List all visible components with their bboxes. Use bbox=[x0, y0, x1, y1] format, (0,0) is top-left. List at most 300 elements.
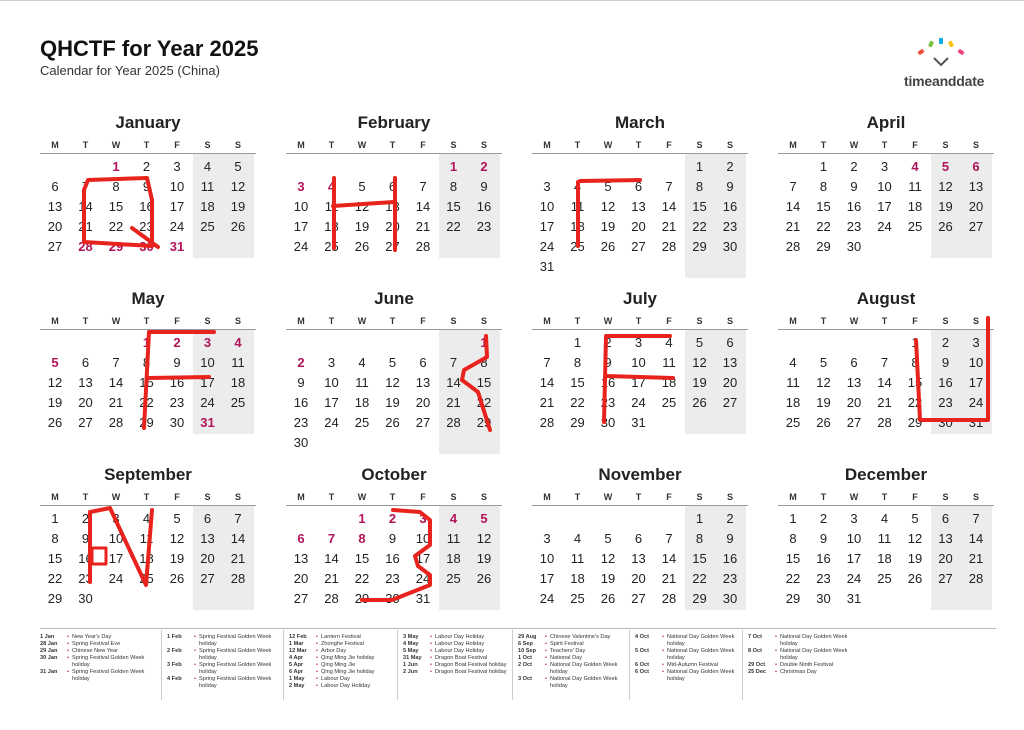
holiday-bullet-icon: • bbox=[430, 634, 432, 640]
holiday-column-divider bbox=[397, 630, 398, 700]
day-cell: 31 bbox=[968, 415, 984, 430]
day-cell: 22 bbox=[108, 219, 124, 234]
day-cell: 17 bbox=[968, 375, 984, 390]
holiday-bullet-icon: • bbox=[316, 634, 318, 640]
timeanddate-logo[interactable] bbox=[900, 38, 1000, 94]
day-cell: 29 bbox=[47, 591, 63, 606]
day-cell: 17 bbox=[539, 571, 555, 586]
day-cell: 17 bbox=[631, 375, 646, 390]
holiday-name: Spring Festival Golden Week holiday bbox=[199, 662, 272, 675]
day-cell: 15 bbox=[907, 375, 923, 390]
day-cell: 9 bbox=[819, 531, 828, 546]
holiday-date: 30 Jan bbox=[40, 655, 58, 661]
day-cell: 8 bbox=[695, 531, 704, 546]
holiday-date: 12 Feb bbox=[289, 634, 307, 640]
weekday-header: T bbox=[82, 140, 89, 150]
holiday-date: 12 Mar bbox=[289, 648, 307, 654]
holiday-name: Qing Ming Jie holiday bbox=[321, 669, 375, 675]
day-cell: 10 bbox=[539, 551, 555, 566]
day-cell: 23 bbox=[78, 571, 93, 586]
holiday-bullet-icon: • bbox=[316, 648, 318, 654]
day-cell: 22 bbox=[47, 571, 63, 586]
weekday-divider bbox=[778, 505, 994, 506]
holiday-bullet-icon: • bbox=[662, 662, 664, 668]
weekday-divider bbox=[532, 153, 748, 154]
day-cell: 12 bbox=[938, 179, 953, 194]
day-cell: 13 bbox=[631, 199, 646, 214]
day-cell: 1 bbox=[480, 335, 488, 350]
day-cell: 18 bbox=[354, 395, 370, 410]
day-cell: 20 bbox=[846, 395, 862, 410]
day-cell: 29 bbox=[139, 415, 154, 430]
holiday-bullet-icon: • bbox=[316, 676, 318, 682]
day-cell: 20 bbox=[78, 395, 93, 410]
day-cell: 22 bbox=[816, 219, 831, 234]
day-cell: 21 bbox=[661, 219, 677, 234]
day-cell: 8 bbox=[480, 355, 488, 370]
day-cell: 2 bbox=[388, 511, 397, 526]
day-cell: 7 bbox=[543, 355, 551, 370]
weekday-header: S bbox=[696, 316, 703, 326]
day-cell: 20 bbox=[200, 551, 215, 566]
weekday-divider bbox=[286, 329, 502, 330]
day-cell: 16 bbox=[846, 199, 862, 214]
day-cell: 9 bbox=[604, 355, 612, 370]
day-cell: 15 bbox=[692, 551, 707, 566]
day-cell: 18 bbox=[785, 395, 801, 410]
day-cell: 17 bbox=[846, 551, 862, 566]
day-cell: 29 bbox=[476, 415, 492, 430]
day-cell: 16 bbox=[385, 551, 400, 566]
holiday-name: Double Ninth Festival bbox=[780, 662, 834, 668]
holiday-date: 6 Apr bbox=[289, 669, 304, 675]
day-cell: 22 bbox=[570, 395, 585, 410]
day-cell: 15 bbox=[446, 199, 461, 214]
day-cell: 1 bbox=[51, 511, 59, 526]
holiday-name: Spring Festival Golden Week holiday bbox=[199, 676, 272, 689]
day-cell: 2 bbox=[81, 511, 90, 526]
day-cell: 19 bbox=[907, 551, 923, 566]
month-name: February bbox=[357, 113, 431, 132]
holiday-entry bbox=[40, 655, 155, 669]
holiday-date: 8 Oct bbox=[748, 648, 762, 654]
day-cell: 14 bbox=[539, 375, 555, 390]
holiday-date: 5 Apr bbox=[289, 662, 304, 668]
weekday-header: M bbox=[789, 492, 797, 502]
day-cell: 23 bbox=[816, 571, 831, 586]
day-cell: 15 bbox=[354, 551, 370, 566]
weekday-divider bbox=[40, 505, 256, 506]
weekday-header: T bbox=[143, 492, 150, 502]
day-cell: 15 bbox=[139, 375, 154, 390]
day-cell: 18 bbox=[139, 551, 154, 566]
day-cell: 19 bbox=[600, 219, 616, 234]
page-subtitle: Calendar for Year 2025 (China) bbox=[40, 63, 220, 78]
holiday-bullet-icon: • bbox=[775, 669, 777, 675]
holiday-date: 6 Oct bbox=[635, 662, 649, 668]
day-cell: 29 bbox=[907, 415, 923, 430]
weekday-header: M bbox=[789, 140, 797, 150]
day-cell: 26 bbox=[169, 571, 185, 586]
weekday-header: W bbox=[357, 316, 367, 326]
month-may bbox=[40, 289, 256, 459]
day-cell: 13 bbox=[722, 355, 738, 370]
day-cell: 3 bbox=[543, 531, 551, 546]
day-cell: 17 bbox=[108, 551, 124, 566]
holiday-entry bbox=[635, 669, 750, 683]
day-cell: 3 bbox=[634, 335, 643, 350]
day-cell: 7 bbox=[665, 179, 673, 194]
day-cell: 26 bbox=[816, 415, 831, 430]
holiday-date: 3 May bbox=[403, 634, 419, 640]
day-cell: 7 bbox=[81, 179, 90, 194]
day-cell: 18 bbox=[570, 571, 585, 586]
holiday-entry bbox=[289, 669, 404, 676]
day-cell: 24 bbox=[539, 591, 555, 606]
holiday-name: Spring Festival Golden Week holiday bbox=[72, 655, 145, 668]
day-cell: 5 bbox=[173, 511, 181, 526]
day-cell: 28 bbox=[877, 415, 892, 430]
day-cell: 9 bbox=[81, 531, 90, 546]
day-cell: 24 bbox=[293, 239, 309, 254]
weekday-header: W bbox=[849, 140, 859, 150]
holiday-name: Spring Festival Golden Week holiday bbox=[199, 648, 272, 661]
holiday-column bbox=[518, 634, 633, 690]
day-cell: 23 bbox=[938, 395, 953, 410]
holiday-entry bbox=[167, 662, 282, 676]
day-cell: 4 bbox=[880, 511, 889, 526]
day-cell: 13 bbox=[938, 531, 953, 546]
holiday-entry bbox=[518, 641, 633, 648]
day-cell: 31 bbox=[846, 591, 862, 606]
day-cell: 1 bbox=[358, 511, 366, 526]
month-december bbox=[778, 465, 994, 635]
weekday-header: S bbox=[234, 316, 241, 326]
weekday-header: T bbox=[574, 316, 581, 326]
day-cell: 20 bbox=[938, 551, 953, 566]
page-title: QHCTF for Year 2025 bbox=[40, 36, 259, 61]
day-cell: 6 bbox=[297, 531, 305, 546]
month-september bbox=[40, 465, 256, 635]
day-cell: 13 bbox=[968, 179, 984, 194]
holiday-bullet-icon: • bbox=[316, 683, 318, 689]
holiday-name: National Day bbox=[550, 655, 583, 661]
holiday-name: Dragon Boat Festival holiday bbox=[435, 662, 507, 668]
holiday-name: Spring Festival Golden Week holiday bbox=[199, 634, 272, 647]
day-cell: 24 bbox=[169, 219, 185, 234]
holiday-entry bbox=[635, 648, 750, 662]
weekday-header: T bbox=[820, 140, 827, 150]
weekday-header: T bbox=[328, 140, 335, 150]
month-june bbox=[286, 289, 502, 459]
holiday-entry bbox=[289, 648, 404, 655]
holiday-name: Spirit Festival bbox=[550, 641, 584, 647]
holiday-date: 1 Jan bbox=[40, 634, 55, 640]
day-cell: 26 bbox=[385, 415, 400, 430]
holiday-date: 3 Oct bbox=[518, 676, 532, 682]
weekday-header: S bbox=[726, 316, 733, 326]
day-cell: 5 bbox=[358, 179, 366, 194]
day-cell: 7 bbox=[327, 531, 336, 546]
holiday-column bbox=[403, 634, 518, 676]
holiday-bullet-icon: • bbox=[316, 669, 318, 675]
day-cell: 11 bbox=[446, 531, 461, 546]
day-cell: 30 bbox=[385, 591, 400, 606]
day-cell: 29 bbox=[692, 239, 707, 254]
weekday-header: M bbox=[543, 316, 551, 326]
day-cell: 17 bbox=[539, 219, 555, 234]
day-cell: 24 bbox=[968, 395, 984, 410]
day-cell: 30 bbox=[722, 591, 738, 606]
day-cell: 9 bbox=[726, 531, 734, 546]
day-cell: 25 bbox=[354, 415, 370, 430]
day-cell: 13 bbox=[415, 375, 431, 390]
day-cell: 4 bbox=[789, 355, 797, 370]
day-cell: 11 bbox=[200, 179, 215, 194]
day-cell: 14 bbox=[877, 375, 892, 390]
weekday-header: F bbox=[912, 492, 918, 502]
day-cell: 30 bbox=[293, 435, 309, 450]
day-cell: 21 bbox=[230, 551, 246, 566]
day-cell: 4 bbox=[142, 511, 151, 526]
day-cell: 10 bbox=[877, 179, 892, 194]
weekday-header: S bbox=[726, 140, 733, 150]
holiday-name: National Day Golden Week holiday bbox=[780, 634, 848, 647]
day-cell: 23 bbox=[722, 571, 738, 586]
day-cell: 7 bbox=[665, 531, 673, 546]
day-cell: 11 bbox=[324, 199, 339, 214]
day-cell: 28 bbox=[230, 571, 246, 586]
day-cell: 10 bbox=[415, 531, 431, 546]
day-cell: 10 bbox=[293, 199, 309, 214]
month-name: September bbox=[104, 465, 192, 484]
day-cell: 22 bbox=[692, 571, 707, 586]
weekday-header: T bbox=[389, 492, 396, 502]
holiday-bullet-icon: • bbox=[67, 634, 69, 640]
day-cell: 26 bbox=[938, 219, 953, 234]
weekday-header: T bbox=[881, 316, 888, 326]
weekday-header: S bbox=[942, 492, 949, 502]
day-cell: 31 bbox=[539, 259, 555, 274]
weekday-header: F bbox=[420, 140, 426, 150]
holiday-bullet-icon: • bbox=[67, 648, 69, 654]
day-cell: 19 bbox=[385, 395, 400, 410]
holiday-date: 5 Oct bbox=[635, 648, 649, 654]
day-cell: 3 bbox=[543, 179, 551, 194]
day-cell: 3 bbox=[880, 159, 889, 174]
day-cell: 20 bbox=[293, 571, 309, 586]
holiday-name: Arbor Day bbox=[321, 648, 347, 654]
day-cell: 21 bbox=[661, 571, 677, 586]
holiday-bullet-icon: • bbox=[545, 662, 547, 668]
holiday-entry bbox=[289, 655, 404, 662]
holiday-entry bbox=[403, 662, 518, 669]
holiday-date: 4 Oct bbox=[635, 634, 649, 640]
day-cell: 29 bbox=[108, 239, 124, 254]
day-cell: 26 bbox=[354, 239, 370, 254]
day-cell: 28 bbox=[78, 239, 93, 254]
day-cell: 25 bbox=[570, 239, 585, 254]
holiday-bullet-icon: • bbox=[545, 648, 547, 654]
day-cell: 31 bbox=[200, 415, 215, 430]
weekday-header: S bbox=[204, 316, 211, 326]
day-cell: 20 bbox=[415, 395, 431, 410]
day-cell: 30 bbox=[722, 239, 738, 254]
day-cell: 24 bbox=[539, 239, 555, 254]
day-cell: 1 bbox=[695, 511, 704, 526]
day-cell: 22 bbox=[476, 395, 492, 410]
weekday-header: S bbox=[972, 316, 979, 326]
month-name: October bbox=[361, 465, 427, 484]
day-cell: 21 bbox=[108, 395, 124, 410]
day-cell: 18 bbox=[570, 219, 585, 234]
day-cell: 2 bbox=[480, 159, 488, 174]
holiday-name: Spring Festival Golden Week holiday bbox=[72, 669, 145, 682]
weekday-header: T bbox=[820, 316, 827, 326]
holiday-column-divider bbox=[283, 630, 284, 700]
holiday-name: Labour Day Holiday bbox=[435, 634, 485, 640]
holiday-entry bbox=[40, 634, 155, 641]
day-cell: 25 bbox=[446, 571, 461, 586]
weekday-header: S bbox=[480, 316, 487, 326]
weekday-header: F bbox=[666, 492, 672, 502]
holiday-bullet-icon: • bbox=[545, 641, 547, 647]
month-name: December bbox=[844, 465, 928, 484]
weekday-header: S bbox=[696, 492, 703, 502]
holiday-column bbox=[289, 634, 404, 690]
holiday-bullet-icon: • bbox=[316, 655, 318, 661]
day-cell: 11 bbox=[570, 199, 585, 214]
day-cell: 15 bbox=[108, 199, 124, 214]
day-cell: 27 bbox=[631, 239, 646, 254]
holiday-entry bbox=[40, 648, 155, 655]
holiday-entry bbox=[518, 655, 633, 662]
day-cell: 25 bbox=[230, 395, 246, 410]
holiday-column-divider bbox=[512, 630, 513, 700]
weekday-divider bbox=[286, 153, 502, 154]
holiday-column-divider bbox=[629, 630, 630, 700]
holiday-entry bbox=[518, 662, 633, 676]
day-cell: 20 bbox=[631, 219, 646, 234]
day-cell: 12 bbox=[476, 531, 492, 546]
month-name: June bbox=[374, 289, 414, 308]
day-cell: 9 bbox=[142, 179, 151, 194]
day-cell: 2 bbox=[142, 159, 151, 174]
weekday-header: F bbox=[912, 316, 918, 326]
day-cell: 22 bbox=[139, 395, 154, 410]
holiday-column bbox=[748, 634, 863, 676]
weekday-header: F bbox=[174, 316, 180, 326]
holiday-date: 4 May bbox=[403, 641, 419, 647]
holiday-entry bbox=[748, 669, 863, 676]
day-cell: 5 bbox=[604, 179, 612, 194]
holiday-name: National Day Golden Week holiday bbox=[550, 676, 618, 689]
day-cell: 26 bbox=[600, 591, 616, 606]
weekday-header: F bbox=[174, 492, 180, 502]
day-cell: 28 bbox=[785, 239, 801, 254]
weekday-divider bbox=[778, 329, 994, 330]
weekday-header: T bbox=[328, 316, 335, 326]
weekday-header: W bbox=[111, 140, 121, 150]
holiday-date: 3 Feb bbox=[167, 662, 182, 668]
weekday-header: T bbox=[143, 316, 150, 326]
holiday-column bbox=[40, 634, 155, 683]
day-cell: 27 bbox=[47, 239, 63, 254]
holiday-date: 4 Feb bbox=[167, 676, 182, 682]
top-border bbox=[0, 0, 1024, 1]
day-cell: 26 bbox=[476, 571, 492, 586]
weekday-header: F bbox=[420, 492, 426, 502]
day-cell: 21 bbox=[539, 395, 555, 410]
day-cell: 16 bbox=[139, 199, 154, 214]
day-cell: 22 bbox=[907, 395, 923, 410]
holiday-entry bbox=[518, 676, 633, 690]
day-cell: 12 bbox=[385, 375, 400, 390]
holiday-entry bbox=[167, 648, 282, 662]
day-cell: 17 bbox=[324, 395, 339, 410]
day-cell: 24 bbox=[200, 395, 215, 410]
footer-divider bbox=[40, 628, 996, 629]
day-cell: 27 bbox=[968, 219, 984, 234]
holiday-bullet-icon: • bbox=[430, 648, 432, 654]
holiday-bullet-icon: • bbox=[316, 662, 318, 668]
day-cell: 11 bbox=[877, 531, 892, 546]
holiday-bullet-icon: • bbox=[430, 641, 432, 647]
holiday-bullet-icon: • bbox=[430, 669, 432, 675]
weekday-header: T bbox=[389, 140, 396, 150]
holiday-date: 2 Oct bbox=[518, 662, 532, 668]
day-cell: 30 bbox=[78, 591, 93, 606]
day-cell: 11 bbox=[355, 375, 369, 390]
holiday-column-divider bbox=[161, 630, 162, 700]
day-cell: 5 bbox=[51, 355, 59, 370]
day-cell: 9 bbox=[726, 179, 734, 194]
weekday-header: M bbox=[297, 492, 305, 502]
holiday-bullet-icon: • bbox=[545, 634, 547, 640]
day-cell: 14 bbox=[230, 531, 246, 546]
day-cell: 29 bbox=[816, 239, 831, 254]
day-cell: 27 bbox=[293, 591, 309, 606]
day-cell: 24 bbox=[415, 571, 431, 586]
month-name: August bbox=[856, 289, 916, 308]
holiday-entry bbox=[167, 676, 282, 690]
day-cell: 1 bbox=[449, 159, 458, 174]
day-cell: 21 bbox=[324, 571, 339, 586]
holiday-name: Teachers' Day bbox=[550, 648, 586, 654]
day-cell: 10 bbox=[631, 355, 646, 370]
day-cell: 21 bbox=[785, 219, 801, 234]
holiday-bullet-icon: • bbox=[775, 648, 777, 654]
day-cell: 16 bbox=[816, 551, 831, 566]
holiday-name: Labour Day Holiday bbox=[435, 641, 485, 647]
holiday-column bbox=[167, 634, 282, 690]
holiday-bullet-icon: • bbox=[662, 669, 664, 675]
day-cell: 14 bbox=[968, 531, 984, 546]
holiday-name: Mid-Autumn Festival bbox=[667, 662, 718, 668]
day-cell: 9 bbox=[941, 355, 950, 370]
holiday-date: 1 Feb bbox=[167, 634, 182, 640]
day-cell: 2 bbox=[297, 355, 305, 370]
month-name: November bbox=[598, 465, 682, 484]
day-cell: 2 bbox=[941, 335, 950, 350]
holiday-bullet-icon: • bbox=[430, 662, 432, 668]
day-cell: 21 bbox=[78, 219, 93, 234]
holiday-date: 1 Oct bbox=[518, 655, 532, 661]
day-cell: 6 bbox=[726, 335, 734, 350]
day-cell: 15 bbox=[816, 199, 831, 214]
day-cell: 14 bbox=[78, 199, 93, 214]
day-cell: 1 bbox=[911, 335, 919, 350]
